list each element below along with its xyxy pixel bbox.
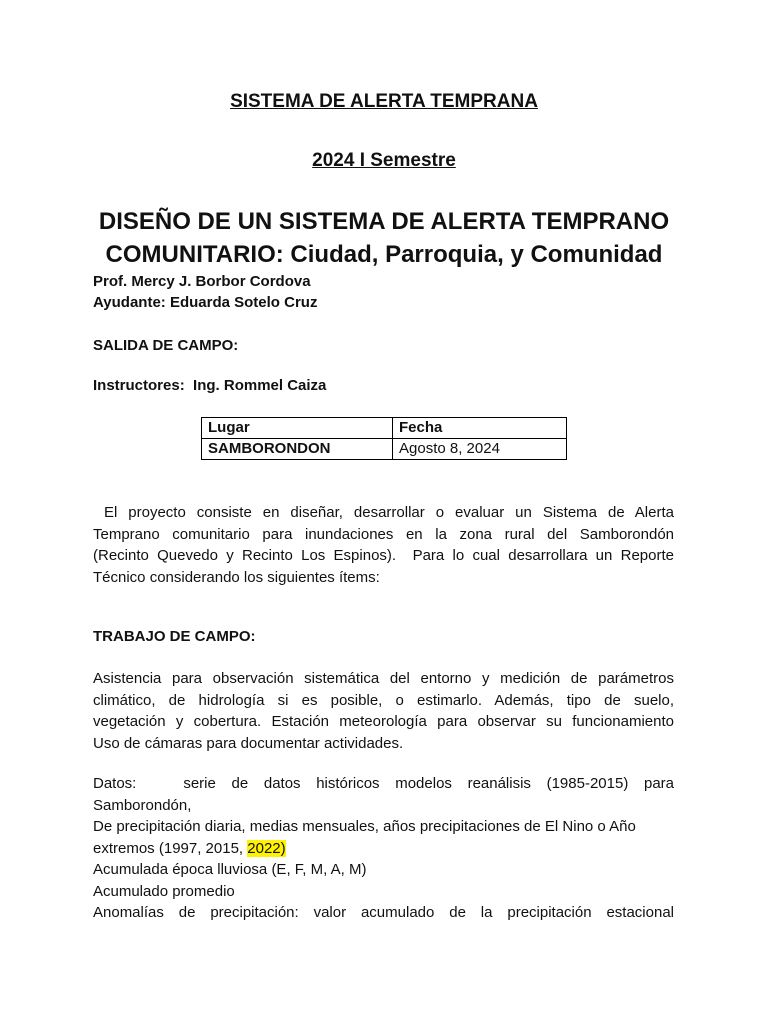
- fieldwork-heading: TRABAJO DE CAMPO:: [93, 628, 256, 645]
- data-line: Acumulado promedio: [93, 882, 235, 900]
- intro-line: Técnico considerando los siguientes ítems:: [93, 568, 380, 586]
- fieldwork-line: climático, de hidrología si es posible, o estimarlo. Además, tipo de suelo,: [93, 691, 674, 709]
- assistant-name: Ayudante: Eduarda Sotelo Cruz: [93, 294, 318, 311]
- table-header-row: [202, 418, 567, 439]
- data-line: Datos: serie de datos históricos modelos reanálisis (1985-2015) para: [93, 775, 674, 792]
- main-title-line-1: DISEÑO DE UN SISTEMA DE ALERTA TEMPRANO: [98, 208, 670, 235]
- table-cell: SAMBORONDON: [202, 439, 393, 460]
- data-line-text: extremos (1997, 2015,: [93, 839, 248, 857]
- intro-line: El proyecto consiste en diseñar, desarrollar o evaluar un Sistema de Alerta: [93, 504, 674, 521]
- data-line: Anomalías de precipitación: valor acumulado de la precipitación estacional: [93, 904, 674, 921]
- intro-line: (Recinto Quevedo y Recinto Los Espinos). Para lo cual desarrollara un Reporte: [93, 547, 674, 564]
- instructors-label: Instructores:: [93, 377, 185, 394]
- main-title-line-2: COMUNITARIO: Ciudad, Parroquia, y Comunidad: [105, 241, 663, 268]
- data-line: Acumulada época lluviosa (E, F, M, A, M): [93, 861, 367, 878]
- table-cell: Agosto 8, 2024: [393, 439, 567, 460]
- instructors-value: Ing. Rommel Caiza: [193, 377, 327, 394]
- highlighted-year: 2022): [247, 839, 286, 857]
- fieldwork-line: Uso de cámaras para documentar actividades.: [93, 734, 404, 752]
- intro-line: Temprano comunitario para inundaciones en la zona rural del Samborondón: [93, 525, 674, 543]
- table-row: [202, 439, 567, 460]
- location-date-table: [201, 417, 567, 460]
- data-line: Samborondón,: [93, 796, 192, 814]
- professor-name: Prof. Mercy J. Borbor Cordova: [93, 273, 311, 290]
- field-trip-heading: SALIDA DE CAMPO:: [93, 337, 239, 354]
- instructors-line: [93, 376, 326, 396]
- fieldwork-line: vegetación y cobertura. Estación meteorología para observar su funcionamiento: [93, 713, 674, 730]
- semester-title: 2024 I Semestre: [312, 150, 456, 171]
- table-header-cell: Fecha: [393, 418, 567, 439]
- data-line: De precipitación diaria, medias mensuales, años precipitaciones de El Nino o Año: [93, 818, 636, 835]
- system-title: SISTEMA DE ALERTA TEMPRANA: [230, 91, 538, 112]
- table-header-cell: Lugar: [202, 418, 393, 439]
- data-line: [93, 838, 674, 860]
- fieldwork-line: Asistencia para observación sistemática del entorno y medición de parámetros: [93, 670, 674, 687]
